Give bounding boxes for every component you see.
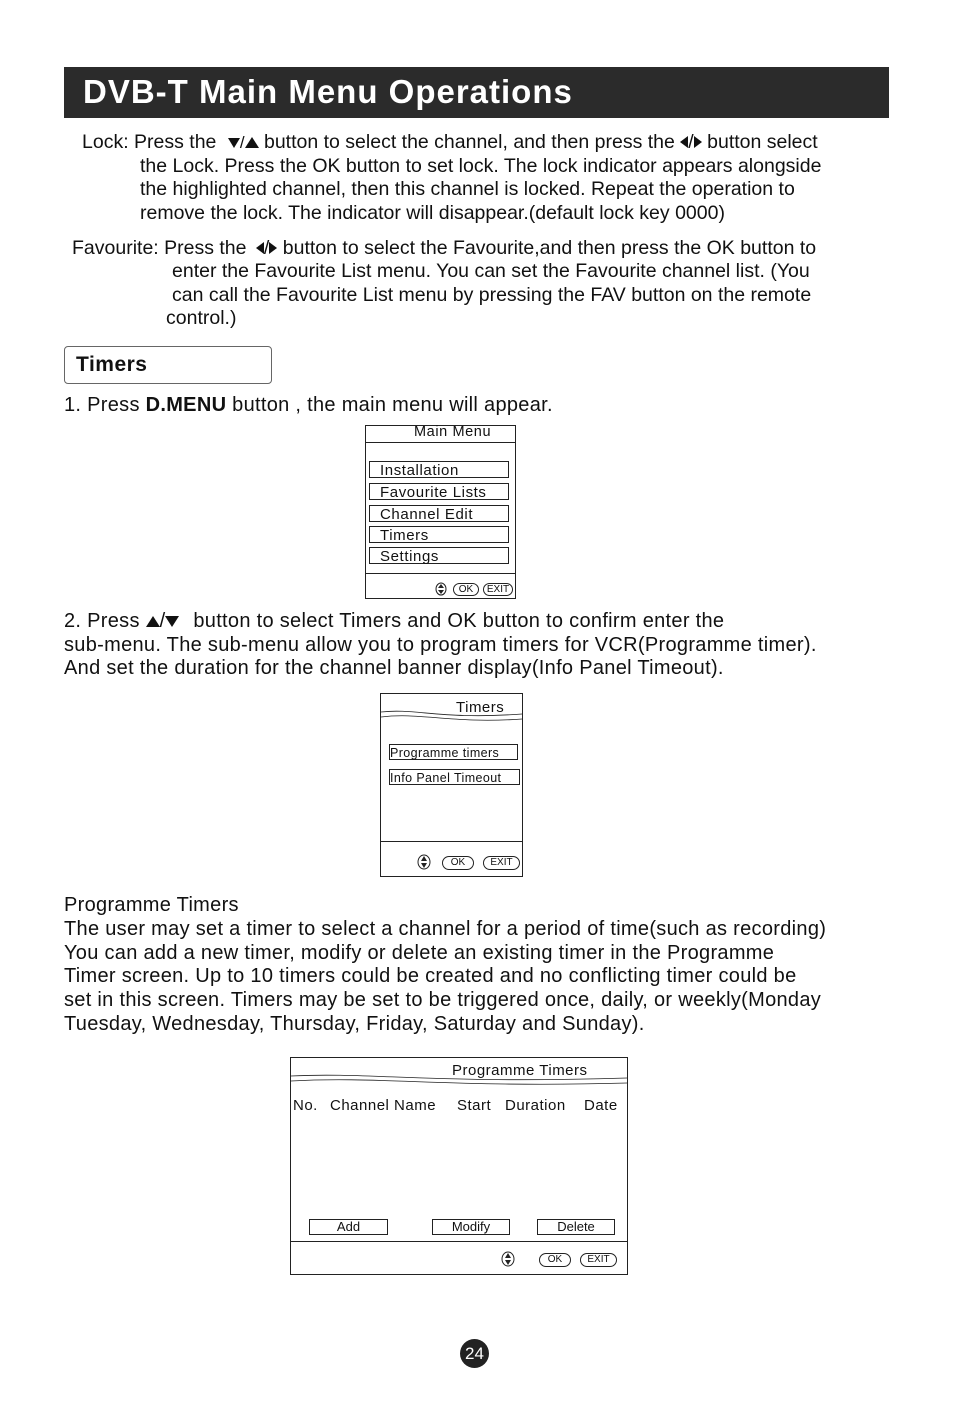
step2-pre: 2. Press bbox=[64, 610, 140, 633]
programme-line-3: Timer screen. Up to 10 timers could be created and no conflicting timer could be bbox=[64, 965, 797, 987]
updown-icon bbox=[501, 1251, 515, 1267]
divider bbox=[291, 1241, 627, 1242]
divider bbox=[381, 841, 522, 842]
step2-line-2: sub-menu. The sub-menu allow you to program timers for VCR(Programme timer). bbox=[64, 634, 817, 656]
step1-pre: 1. Press bbox=[64, 394, 146, 416]
timers-menu-screen bbox=[380, 693, 523, 877]
arrow-left-icon bbox=[256, 237, 264, 261]
page-number: 24 bbox=[460, 1339, 489, 1368]
lock-line-1: Lock: Press the / button to select the channel, and then press the / button select bbox=[82, 131, 818, 153]
menu-item-programme-timers[interactable]: Programme timers bbox=[389, 744, 518, 760]
lock-label: Lock: Press the bbox=[82, 131, 217, 153]
programme-line-4: set in this screen. Timers may be set to be triggered once, daily, or weekly(Monday bbox=[64, 989, 822, 1011]
programme-timers-screen bbox=[290, 1057, 628, 1275]
favourite-label: Favourite: Press the bbox=[72, 237, 247, 259]
programme-heading: Programme Timers bbox=[64, 894, 239, 916]
divider bbox=[366, 573, 515, 574]
step2-text-1: button to select Timers and OK button to confirm enter the bbox=[193, 610, 725, 633]
modify-button[interactable]: Modify bbox=[432, 1219, 510, 1235]
programme-screen-title: Programme Timers bbox=[452, 1062, 588, 1079]
favourite-line-4: control.) bbox=[166, 307, 237, 329]
ok-button[interactable]: OK bbox=[453, 583, 479, 596]
programme-line-1: The user may set a timer to select a channel for a period of time(such as recording) bbox=[64, 918, 827, 940]
favourite-line-3: can call the Favourite List menu by pressing the FAV button on the remote bbox=[172, 284, 812, 306]
menu-item-installation[interactable]: Installation bbox=[369, 461, 509, 478]
main-menu-screen bbox=[365, 425, 516, 599]
column-header-channel-name: Channel Name bbox=[330, 1097, 437, 1114]
ok-button[interactable]: OK bbox=[442, 856, 474, 870]
delete-button[interactable]: Delete bbox=[537, 1219, 615, 1235]
lock-text-1b: button select bbox=[707, 131, 818, 153]
menu-item-settings[interactable]: Settings bbox=[369, 547, 509, 564]
step2-line-1: 2. Press / button to select Timers and OK button to confirm enter the bbox=[64, 610, 725, 633]
step1-post: button , the main menu will appear. bbox=[226, 394, 553, 416]
add-button[interactable]: Add bbox=[309, 1219, 388, 1235]
exit-button[interactable]: EXIT bbox=[580, 1253, 617, 1267]
dmenu-key: D.MENU bbox=[145, 394, 227, 416]
programme-line-2: You can add a new timer, modify or delete an existing timer in the Programme bbox=[64, 942, 775, 964]
page-title: DVB-T Main Menu Operations bbox=[83, 73, 573, 110]
programme-line-5: Tuesday, Wednesday, Thursday, Friday, Saturday and Sunday). bbox=[64, 1013, 645, 1035]
column-header-start: Start bbox=[457, 1097, 492, 1114]
exit-button[interactable]: EXIT bbox=[483, 856, 520, 870]
favourite-line-1: Favourite: Press the / button to select the Favourite,and then press the OK button to bbox=[72, 237, 817, 259]
exit-button[interactable]: EXIT bbox=[483, 583, 513, 596]
arrow-right-icon bbox=[269, 237, 277, 261]
divider bbox=[366, 442, 515, 443]
main-menu-title: Main Menu bbox=[414, 424, 492, 440]
arrow-up-icon bbox=[245, 131, 259, 155]
page-title-bar bbox=[64, 67, 889, 118]
step2-line-3: And set the duration for the channel banner display(Info Panel Timeout). bbox=[64, 657, 724, 679]
lock-line-2: the Lock. Press the OK button to set lock. The lock indicator appears alongside bbox=[140, 155, 822, 177]
arrow-right-icon bbox=[694, 131, 702, 155]
updown-icon bbox=[435, 582, 447, 596]
favourite-text-1a: button to select the Favourite,and then press the OK button to bbox=[282, 237, 817, 259]
arrow-up-icon bbox=[146, 610, 160, 634]
favourite-line-2: enter the Favourite List menu. You can set the Favourite channel list. (You bbox=[172, 260, 810, 282]
section-title-box bbox=[64, 346, 272, 384]
column-header-date: Date bbox=[584, 1097, 618, 1114]
step1-text bbox=[64, 394, 553, 418]
updown-icon bbox=[417, 854, 431, 870]
menu-item-channel-edit[interactable]: Channel Edit bbox=[369, 505, 509, 522]
arrow-down-icon bbox=[165, 610, 179, 634]
lock-text-1a: button to select the channel, and then press the bbox=[263, 131, 675, 153]
menu-item-favourite-lists[interactable]: Favourite Lists bbox=[369, 483, 509, 500]
lock-line-3: the highlighted channel, then this channel is locked. Repeat the operation to bbox=[140, 178, 795, 200]
menu-item-timers[interactable]: Timers bbox=[369, 526, 509, 543]
menu-item-info-panel-timeout[interactable]: Info Panel Timeout bbox=[389, 769, 520, 785]
ok-button[interactable]: OK bbox=[539, 1253, 571, 1267]
lock-line-4: remove the lock. The indicator will disappear.(default lock key 0000) bbox=[140, 202, 725, 224]
column-header-duration: Duration bbox=[505, 1097, 566, 1114]
section-title: Timers bbox=[76, 353, 148, 376]
arrow-down-icon bbox=[228, 131, 240, 155]
timers-menu-title: Timers bbox=[456, 699, 505, 716]
column-header-no: No. bbox=[293, 1097, 318, 1114]
